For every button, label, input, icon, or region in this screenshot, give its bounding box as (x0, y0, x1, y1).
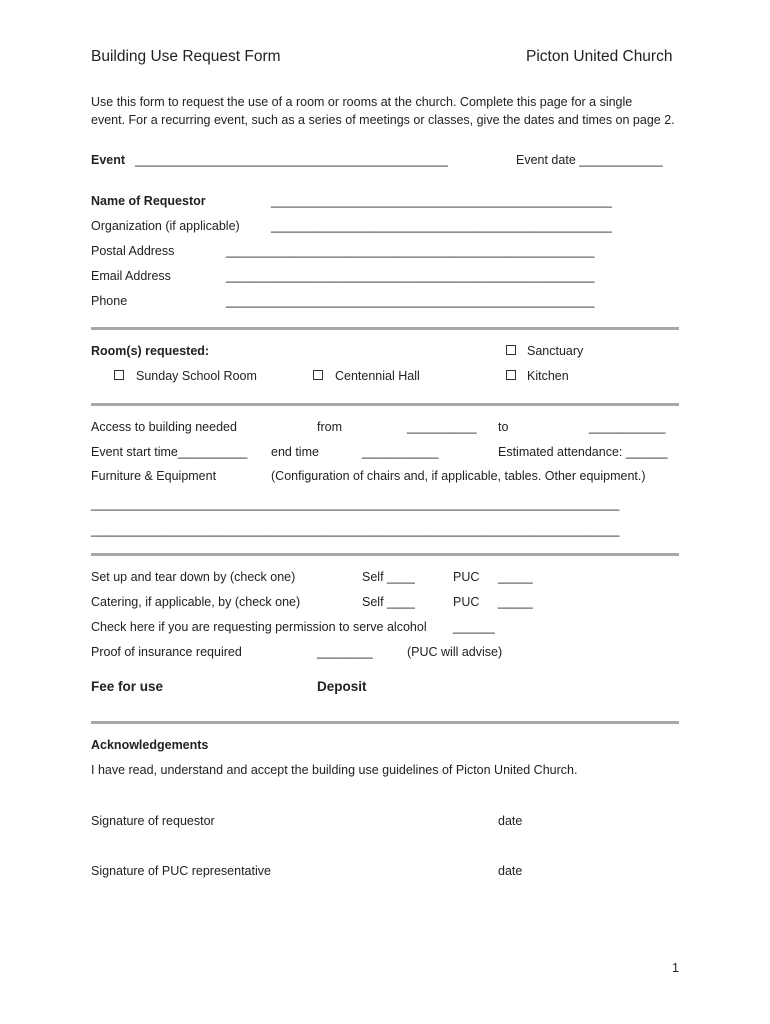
insurance-note: (PUC will advise) (407, 645, 503, 659)
alcohol-permission-field[interactable]: ______ (453, 620, 495, 634)
section-divider (91, 327, 679, 330)
centennial-hall-label: Centennial Hall (335, 369, 420, 383)
organization-field[interactable]: _________________________________________________ (271, 219, 612, 233)
furniture-equipment-line-2[interactable]: ____________________________________________________________________________ (91, 523, 620, 537)
sanctuary-label: Sanctuary (527, 344, 584, 358)
catering-puc-field[interactable]: _____ (498, 595, 533, 609)
acknowledgements-heading: Acknowledgements (91, 738, 209, 752)
access-to-field[interactable]: ___________ (589, 420, 666, 434)
furniture-equipment-label: Furniture & Equipment (91, 469, 217, 483)
requestor-signature-label: Signature of requestor (91, 814, 215, 828)
fee-for-use-label: Fee for use (91, 679, 164, 694)
access-needed-label: Access to building needed (91, 420, 237, 434)
puc-date-label: date (498, 864, 523, 878)
end-time-field[interactable]: ___________ (362, 445, 439, 459)
sunday-school-room-checkbox[interactable] (114, 370, 124, 380)
phone-label: Phone (91, 294, 128, 308)
rooms-requested-label: Room(s) requested: (91, 344, 210, 358)
postal-address-label: Postal Address (91, 244, 175, 258)
setup-self-field[interactable]: Self ____ (362, 570, 415, 584)
end-time-label: end time (271, 445, 319, 459)
estimated-attendance-field[interactable]: Estimated attendance: ______ (498, 445, 668, 459)
catering-self-field[interactable]: Self ____ (362, 595, 415, 609)
insurance-label: Proof of insurance required (91, 645, 242, 659)
access-to-label: to (498, 420, 509, 434)
event-start-time-field[interactable]: Event start time__________ (91, 445, 248, 459)
setup-puc-field[interactable]: _____ (498, 570, 533, 584)
page-number: 1 (672, 961, 679, 975)
organization-label: Organization (if applicable) (91, 219, 240, 233)
section-divider (91, 553, 679, 556)
requestor-name-field[interactable]: _________________________________________________ (271, 194, 612, 208)
furniture-equipment-line-1[interactable]: ____________________________________________________________________________ (91, 497, 620, 511)
setup-teardown-label: Set up and tear down by (check one) (91, 570, 296, 584)
access-from-field[interactable]: __________ (407, 420, 477, 434)
insurance-field[interactable]: ________ (317, 645, 373, 659)
email-address-field[interactable]: _____________________________________________________ (226, 269, 595, 283)
event-label: Event (91, 153, 126, 167)
phone-field[interactable]: _____________________________________________________ (226, 294, 595, 308)
requestor-name-label: Name of Requestor (91, 194, 206, 208)
deposit-label: Deposit (317, 679, 367, 694)
access-from-label: from (317, 420, 342, 434)
postal-address-field[interactable]: _____________________________________________________ (226, 244, 595, 258)
section-divider (91, 403, 679, 406)
kitchen-checkbox[interactable] (506, 370, 516, 380)
event-date-field[interactable]: Event date ____________ (516, 153, 663, 167)
centennial-hall-checkbox[interactable] (313, 370, 323, 380)
catering-puc-label: PUC (453, 595, 480, 609)
email-address-label: Email Address (91, 269, 171, 283)
requestor-date-label: date (498, 814, 523, 828)
sanctuary-checkbox[interactable] (506, 345, 516, 355)
church-name: Picton United Church (526, 48, 673, 65)
form-title: Building Use Request Form (91, 48, 281, 65)
sunday-school-room-label: Sunday School Room (136, 369, 257, 383)
event-field[interactable]: _____________________________________________ (135, 153, 448, 167)
catering-label: Catering, if applicable, by (check one) (91, 595, 301, 609)
intro-line-1: Use this form to request the use of a room or rooms at the church. Complete this page for a single (91, 95, 633, 109)
kitchen-label: Kitchen (527, 369, 569, 383)
acknowledgement-text: I have read, understand and accept the building use guidelines of Picton United Church. (91, 763, 578, 777)
intro-line-2: event. For a recurring event, such as a series of meetings or classes, give the dates and times on page 2. (91, 113, 675, 127)
section-divider (91, 721, 679, 724)
puc-signature-label: Signature of PUC representative (91, 864, 271, 878)
furniture-equipment-hint: (Configuration of chairs and, if applicable, tables. Other equipment.) (271, 469, 646, 483)
alcohol-permission-label: Check here if you are requesting permission to serve alcohol (91, 620, 427, 634)
setup-puc-label: PUC (453, 570, 480, 584)
